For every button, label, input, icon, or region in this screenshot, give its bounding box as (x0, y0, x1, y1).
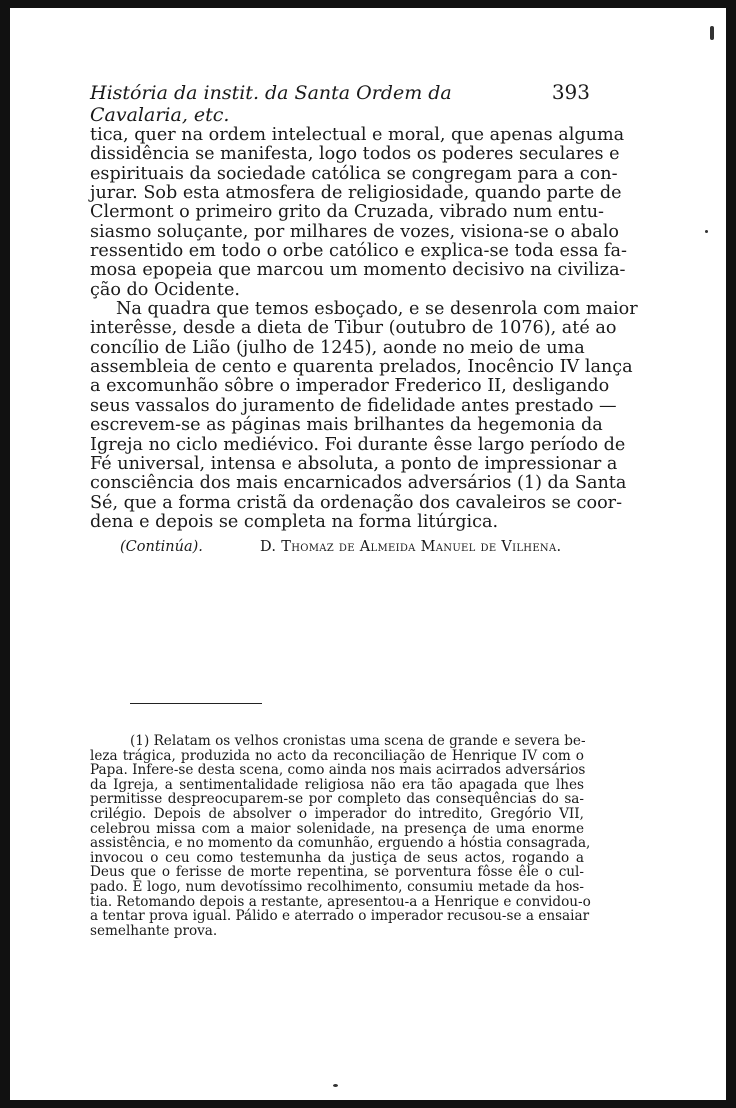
footnote-line: pado. E logo, num devotíssimo recolhimento, consumiu metade da hos- (90, 878, 584, 895)
continuation-note: (Continúa). (120, 539, 203, 555)
running-title: História da instit. da Santa Ordem da Cavalaria, etc. (90, 82, 452, 126)
text-line: Igreja no ciclo mediévico. Foi durante êsse largo período de (90, 434, 626, 455)
text-line: a excomunhão sôbre o imperador Frederico II, desligando (90, 376, 610, 397)
page-number: 393 (551, 80, 590, 104)
footnote-line: invocou o ceu como testemunha da justiça de seus actos, rogando a (90, 849, 584, 866)
text-line: tica, quer na ordem intelectual e moral, que apenas alguma (90, 125, 625, 145)
footnote-divider (130, 703, 262, 704)
scan-speck (333, 1084, 338, 1087)
text-line: escrevem-se as páginas mais brilhantes da hegemonia da (90, 415, 603, 436)
text-line: ressentido em todo o orbe católico e explica-se toda essa fa- (90, 241, 627, 262)
text-line: concílio de Lião (julho de 1245), aonde no meio de uma (90, 337, 585, 358)
footnote-line: Deus que o ferisse de morte repentina, se porventura fôsse êle o cul- (90, 864, 584, 881)
text-line: consciência dos mais encarnicados adversários (1) da Santa (90, 473, 627, 494)
text-line: mosa epopeia que marcou um momento decisivo na civiliza- (90, 260, 626, 281)
text-line: Fé universal, intensa e absoluta, a ponto de impressionar a (90, 453, 618, 474)
footnote-line: Papa. Infere-se desta scena, como ainda nos mais acirrados adversários (90, 762, 586, 779)
footnote-line: semelhante prova. (90, 922, 218, 939)
text-line: jurar. Sob esta atmosfera de religiosidade, quando parte de (90, 183, 622, 204)
footnote (90, 733, 591, 939)
text-line: ção do Ocidente. (90, 279, 240, 300)
scan-speck (705, 230, 708, 233)
body-text (90, 125, 638, 532)
footnote-line: assistência, e no momento da comunhão, erguendo a hóstia consagrada, (90, 835, 591, 852)
text-line: seus vassalos do juramento de fidelidade antes prestado — (90, 395, 617, 416)
footnote-line: leza trágica, produzida no acto da reconciliação de Henrique IV com o (90, 747, 584, 764)
author-signature: D. Thomaz de Almeida Manuel de Vilhena. (260, 539, 562, 555)
text-line: Clermont o primeiro grito da Cruzada, vibrado num entu- (90, 202, 604, 223)
text-line: Na quadra que temos esboçado, e se desenrola com maior (116, 299, 638, 320)
book-page (10, 8, 726, 1100)
text-line: espirituais da sociedade católica se congregam para a con- (90, 163, 618, 184)
text-line: siasmo soluçante, por milhares de vozes, visiona-se o abalo (90, 221, 619, 242)
text-line: assembleia de cento e quarenta prelados, Inocêncio IV lança (90, 357, 633, 378)
footnote-line: da Igreja, a sentimentalidade religiosa não era tão apagada que lhes (90, 776, 584, 793)
text-line: dena e depois se completa na forma litúrgica. (90, 511, 499, 532)
footnote-line: permitisse despreocuparem-se por completo das consequências do sa- (90, 791, 584, 808)
text-line: Sé, que a forma cristã da ordenação dos cavaleiros se coor- (90, 492, 623, 513)
text-line: interêsse, desde a dieta de Tibur (outubro de 1076), até ao (90, 318, 617, 339)
footnote-line: celebrou missa com a maior solenidade, na presença de uma enorme (90, 820, 584, 837)
text-line: dissidência se manifesta, logo todos os poderes seculares e (90, 144, 620, 165)
scan-speck (710, 26, 714, 40)
footnote-line: crilégio. Depois de absolver o imperador do intredito, Gregório VII, (90, 805, 584, 822)
footnote-line: (1) Relatam os velhos cronistas uma scena de grande e severa be- (130, 733, 586, 749)
footnote-line: tia. Retomando depois a restante, apresentou-a a Henrique e convidou-o (90, 893, 591, 910)
page-header (90, 80, 590, 126)
footnote-line: a tentar prova igual. Pálido e aterrado o imperador recusou-se a ensaiar (90, 908, 590, 925)
